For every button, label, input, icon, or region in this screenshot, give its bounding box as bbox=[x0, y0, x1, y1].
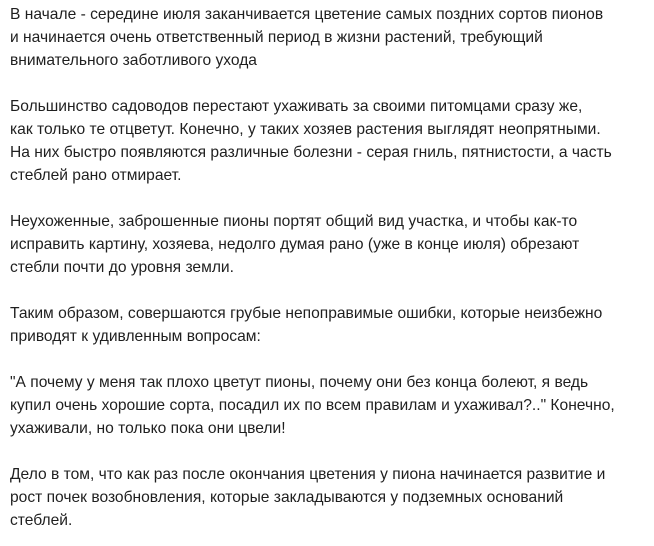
paragraph-6: Дело в том, что как раз после окончания цветения у пиона начинается развитие и рост почек возобновления, которые закладываются у подземных оснований стеблей. bbox=[10, 466, 606, 529]
paragraph-5: "А почему у меня так плохо цветут пионы, почему они без конца болеют, я ведь купил очень хорошие сорта, посадил их по всем правилам и ухаживал?.." Конечно, ухаживали, но только пока они цвели! bbox=[10, 374, 615, 437]
paragraph-3: Неухоженные, заброшенные пионы портят общий вид участка, и чтобы как-то исправить картину, хозяева, недолго думая рано (уже в конце июля) обрезают стебли почти до уровня земли. bbox=[10, 213, 580, 276]
paragraph-2: Большинство садоводов перестают ухаживать за своими питомцами сразу же, как только те отцветут. Конечно, у таких хозяев растения выглядят неопрятными. На них быстро появляются различные болезни - серая гниль, пятнистости, а часть стеблей рано отмирает. bbox=[10, 98, 612, 184]
paragraph-1: В начале - середине июля заканчивается цветение самых поздних сортов пионов и начинается очень ответственный период в жизни растений, требующий внимательного заботливого ухода bbox=[10, 6, 604, 69]
paragraph-4: Таким образом, совершаются грубые непоправимые ошибки, которые неизбежно приводят к удивленным вопросам: bbox=[10, 305, 603, 345]
